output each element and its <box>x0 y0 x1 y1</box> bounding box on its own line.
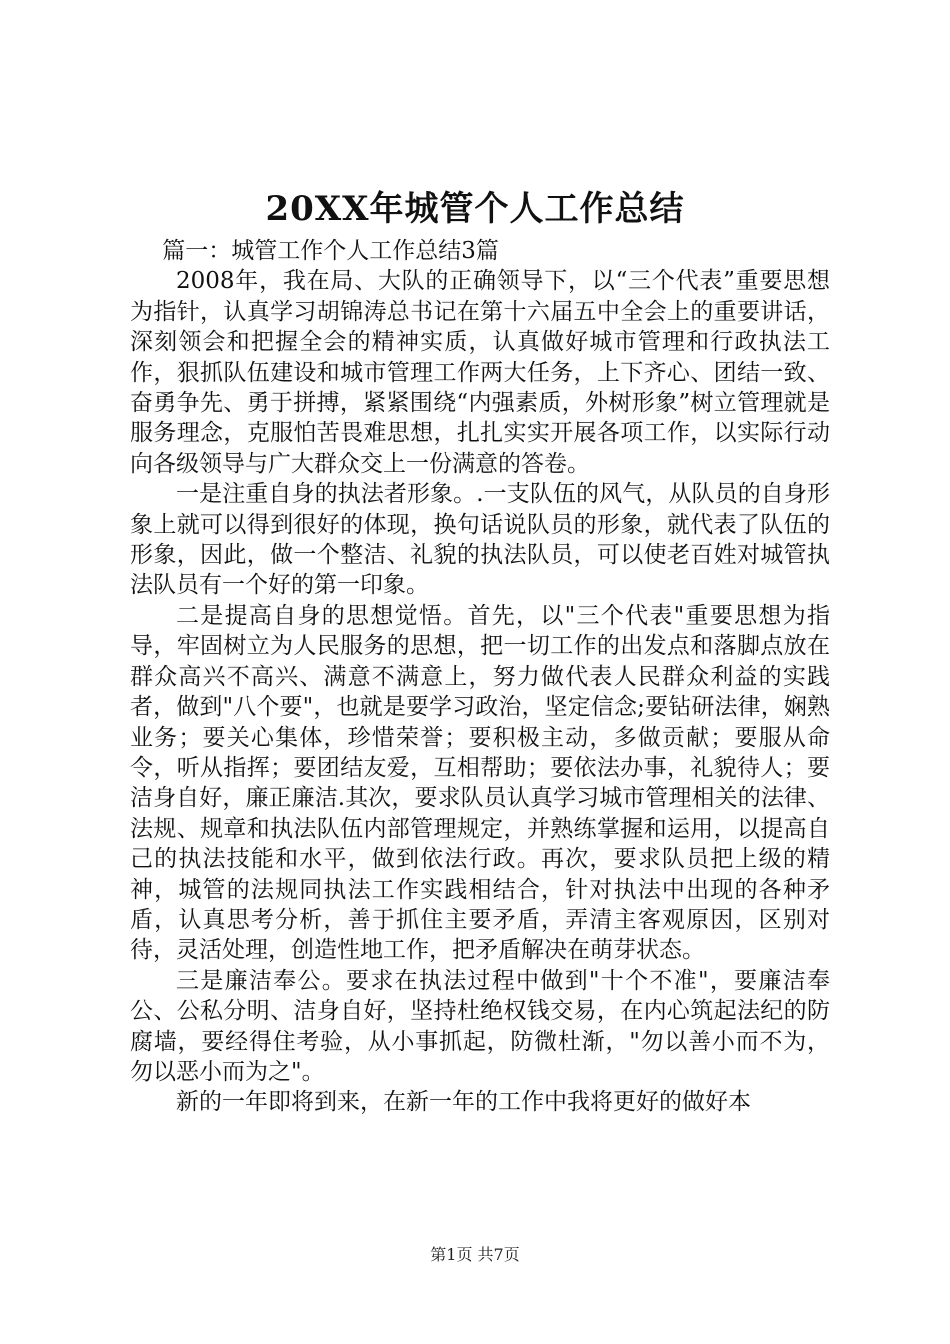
paragraph-point-three: 三是廉洁奉公。要求在执法过程中做到"十个不准"，要廉洁奉公、公私分明、洁身自好，坚持杜绝权钱交易，在内心筑起法纪的防腐墙，要经得住考验，从小事抓起，防微杜渐，"勿以善小而不为，勿以恶小而为之"。 <box>130 967 830 1085</box>
section-heading: 篇一：城管工作个人工作总结3篇 <box>162 238 499 264</box>
paragraph-closing: 新的一年即将到来，在新一年的工作中我将更好的做好本 <box>176 1089 751 1116</box>
paragraph-point-two: 二是提高自身的思想觉悟。首先，以"三个代表"重要思想为指导，牢固树立为人民服务的思想，把一切工作的出发点和落脚点放在群众高兴不高兴、满意不满意上，努力做代表人民群众利益的实践者，做到"八个要"，也就是要学习政治，坚定信念;要钻研法律，娴熟业务；要关心集体，珍惜荣誉；要积极主动，多做贡献；要服从命令，听从指挥；要团结友爱，互相帮助；要依法办事，礼貌待人；要洁身自好，廉正廉洁.其次，要求队员认真学习城市管理相关的法律、法规、规章和执法队伍内部管理规定，并熟练掌握和运用，以提高自己的执法技能和水平，做到依法行政。再次，要求队员把上级的精神，城管的法规同执法工作实践相结合，针对执法中出现的各种矛盾，认真思考分析，善于抓住主要矛盾，弄清主客观原因，区别对待，灵活处理，创造性地工作，把矛盾解决在萌芽状态。 <box>130 602 830 964</box>
paragraph-point-one: 一是注重自身的执法者形象。.一支队伍的风气，从队员的自身形象上就可以得到很好的体现，换句话说队员的形象，就代表了队伍的形象，因此，做一个整洁、礼貌的执法队员，可以使老百姓对城管执法队员有一个好的第一印象。 <box>130 481 830 599</box>
document-body <box>130 236 830 1118</box>
page-footer: 第1页 共7页 <box>430 1245 520 1264</box>
document-title: 20XX年城管个人工作总结 <box>265 189 685 229</box>
paragraph-intro: 2008年，我在局、大队的正确领导下，以“三个代表”重要思想为指针，认真学习胡锦涛总书记在第十六届五中全会上的重要讲话，深刻领会和把握全会的精神实质，认真做好城市管理和行政执法工作，狠抓队伍建设和城市管理工作两大任务，上下齐心、团结一致、奋勇争先、勇于拼搏，紧紧围绕“内强素质，外树形象”树立管理就是服务理念，克服怕苦畏难思想，扎扎实实开展各项工作，以实际行动向各级领导与广大群众交上一份满意的答卷。 <box>130 268 830 477</box>
